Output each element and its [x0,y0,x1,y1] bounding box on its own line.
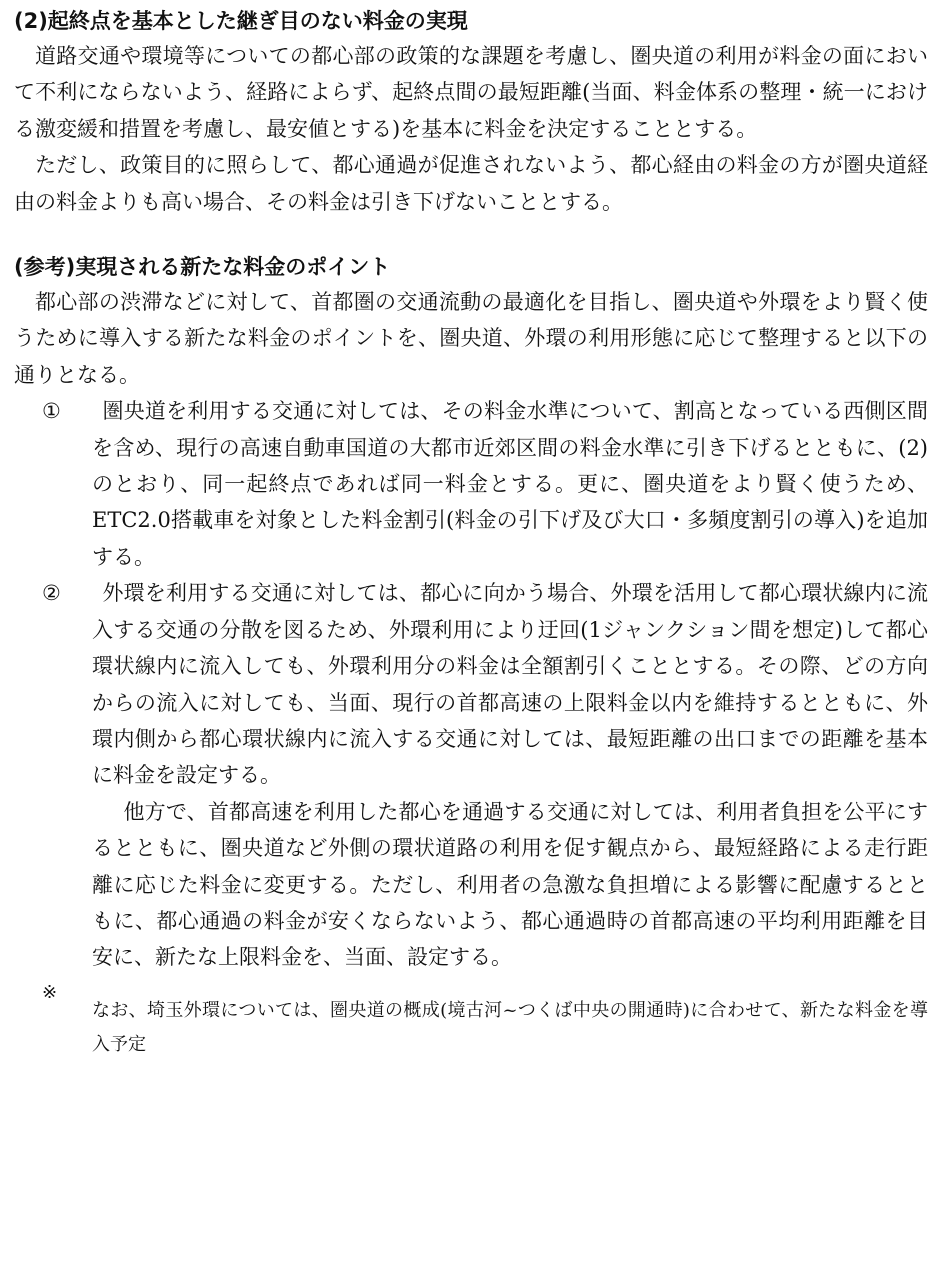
reference-intro-paragraph: 都心部の渋滞などに対して、首都圏の交通流動の最適化を目指し、圏央道や外環をより賢く使うために導入する新たな料金のポイントを、圏央道、外環の利用形態に応じて整理すると以下の通りとなる。 [14,290,928,387]
note-marker: ※ [42,981,58,1003]
item-2-continued-paragraph: 他方で、首都高速を利用した都心を通過する交通に対しては、利用者負担を公平にするとともに、圏央道など外側の環状道路の利用を促す観点から、最短経路による走行距離に応じた料金に変更する。ただし、利用者の急激な負担増による影響に配慮するとともに、都心通過の料金が安くならないよう、都心通過時の首都高速の平均利用距離を目安に、新たな上限料金を、当面、設定する。 [92,799,928,970]
section-2-paragraph-2: ただし、政策目的に照らして、都心通過が促進されないよう、都心経由の料金の方が圏央道経由の料金よりも高い場合、その料金は引き下げないこととする。 [14,153,928,214]
reference-note [14,976,928,1080]
section-2-heading: (2)起終点を基本とした継ぎ目のない料金の実現 [14,9,468,33]
item-1-text: 圏央道を利用する交通に対しては、その料金水準について、割高となっている西側区間を含め、現行の高速自動車国道の大都市近郊区間の料金水準に引き下げるとともに、(2)のとおり、同一起終点であれば同一料金とする。更に、圏央道をより賢く使うため、ETC2.0搭載車を対象とした料金割引(料金の引下げ及び大口・多頻度割引の導入)を追加する。 [92,399,928,569]
reference-item-1 [14,393,928,575]
item-2-marker: ② [42,581,61,606]
item-1-marker: ① [42,399,61,424]
section-2-paragraph-1: 道路交通や環境等についての都心部の政策的な課題を考慮し、圏央道の利用が料金の面において不利にならないよう、経路によらず、起終点間の最短距離(当面、料金体系の整理・統一における激変緩和措置を考慮し、最安値とする)を基本に料金を決定することとする。 [14,44,928,141]
reference-heading: (参考)実現される新たな料金のポイント [14,255,391,280]
note-text: なお、埼玉外環については、圏央道の概成(境古河~つくば中央の開通時)に合わせて、新たな料金を導入予定 [92,999,928,1055]
section-spacer [14,220,928,250]
item-2-text: 外環を利用する交通に対しては、都心に向かう場合、外環を活用して都心環状線内に流入する交通の分散を図るため、外環利用により迂回(1ジャンクション間を想定)して都心環状線内に流入しても、外環利用分の料金は全額割引くこととする。その際、どの方向からの流入に対しても、当面、現行の首都高速の上限料金以内を維持するとともに、外環内側から都心環状線内に流入する交通に対しては、最短距離の出口までの距離を基本に料金を設定する。 [92,581,928,788]
reference-item-2 [14,575,928,793]
